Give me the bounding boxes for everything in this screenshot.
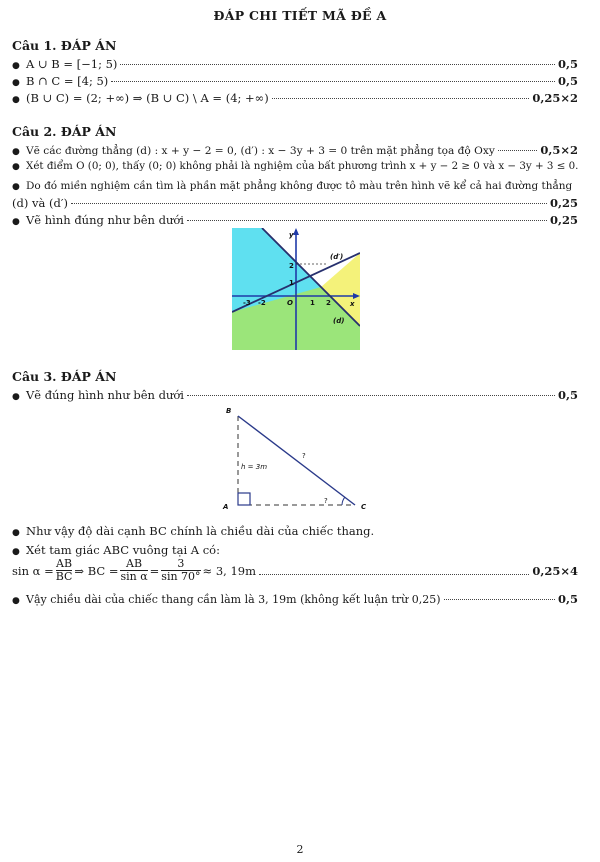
- leader-dots: [111, 81, 555, 82]
- fraction-3-sin70: [161, 558, 200, 583]
- label-C: C: [361, 503, 367, 511]
- bullet-icon: ●: [12, 596, 20, 606]
- x-tick-label: -3: [243, 299, 251, 307]
- right-angle-mark: [238, 493, 250, 505]
- cau2-item-4: [12, 213, 578, 227]
- formula-result: ≈ 3, 19m: [202, 563, 257, 578]
- x-tick-label: 1: [310, 299, 315, 307]
- cau3-item-4: [12, 592, 578, 606]
- bullet-icon: ●: [12, 528, 20, 538]
- leader-dots: [71, 203, 547, 204]
- cau2-item-4-points: 0,25: [549, 213, 578, 227]
- cau3-heading: Câu 3. ĐÁP ÁN: [12, 369, 117, 384]
- fraction-numerator: AB: [56, 557, 73, 570]
- formula-equals: =: [149, 563, 160, 578]
- x-axis-label: x: [350, 300, 355, 308]
- hyp-label: ?: [302, 452, 306, 460]
- cau1-item-3-text: (B ∪ C) = (2; +∞) ⇒ (B ∪ C) \ A = (4; +∞): [26, 91, 269, 105]
- bullet-icon: ●: [12, 78, 20, 88]
- fraction-denominator: sin 70°: [161, 570, 201, 583]
- y-axis-label: y: [289, 231, 294, 239]
- formula-lhs: sin α =: [12, 563, 54, 578]
- bullet-icon: ●: [12, 392, 20, 402]
- x-tick-label: -2: [258, 299, 266, 307]
- bullet-icon: ●: [12, 182, 20, 192]
- cau1-item-2-points: 0,5: [557, 74, 578, 88]
- leader-dots: [444, 599, 555, 600]
- cau1-heading: Câu 1. ĐÁP ÁN: [12, 38, 117, 53]
- fraction-denominator: BC: [55, 570, 73, 583]
- solution-region-graph: [232, 228, 360, 350]
- cau2-heading: Câu 2. ĐÁP ÁN: [12, 124, 117, 139]
- formula-points: 0,25×4: [532, 563, 578, 578]
- bullet-icon: ●: [12, 95, 20, 105]
- height-label: h = 3m: [241, 463, 268, 471]
- leader-dots: [120, 64, 555, 65]
- label-A: A: [223, 503, 229, 511]
- label-B: B: [226, 407, 232, 415]
- cau2-item-3-text-cont: (d) và (d′): [12, 196, 68, 210]
- bullet-icon: ●: [12, 547, 20, 557]
- cau2-item-4-text: Vẽ hình đúng như bên dưới: [26, 213, 184, 227]
- fraction-AB-BC: [56, 558, 73, 583]
- cau2-item-2: [12, 160, 578, 172]
- leader-dots: [272, 98, 530, 99]
- cau3-item-4-text: Vậy chiều dài của chiếc thang cần làm là 3, 19m (không kết luận trừ 0,25): [26, 593, 441, 606]
- cau1-item-3: [12, 91, 578, 105]
- cau2-item-1-text: Vẽ các đường thẳng (d) : x + y − 2 = 0, (d′) : x − 3y + 3 = 0 trên mặt phẳng tọa độ Oxy: [26, 145, 495, 157]
- fraction-numerator: AB: [120, 558, 147, 571]
- bullet-icon: ●: [12, 162, 20, 172]
- y-tick-label: 2: [289, 262, 294, 270]
- cau1-item-1-text: A ∪ B = [−1; 5): [26, 57, 118, 71]
- formula-implies: ⇒ BC =: [74, 563, 119, 578]
- cau2-item-2-text: Xét điểm O (0; 0), thấy (0; 0) không phải là nghiệm của bất phương trình x + y − 2 ≥ 0 và x − 3y + 3 ≤ 0.: [26, 160, 579, 172]
- ladder-line-BC: [238, 416, 355, 505]
- cau2-item-1-points: 0,5×2: [540, 143, 578, 157]
- cau3-item-2: [12, 524, 578, 538]
- cau1-item-3-points: 0,25×2: [532, 91, 578, 105]
- cau3-item-3-text: Xét tam giác ABC vuông tại A có:: [26, 543, 220, 557]
- cau2-item-3-points: 0,25: [549, 196, 578, 210]
- page-title: ĐÁP CHI TIẾT MÃ ĐỀ A: [213, 8, 387, 23]
- leader-dots: [259, 574, 529, 575]
- leader-dots: [187, 395, 555, 396]
- cau3-item-3: [12, 543, 578, 557]
- bullet-icon: ●: [12, 147, 20, 157]
- cau3-item-1: [12, 388, 578, 402]
- cau2-item-3-line1: [12, 180, 578, 192]
- leader-dots: [187, 220, 547, 221]
- page-number: 2: [296, 843, 304, 856]
- cau1-item-2-text: B ∩ C = [4; 5): [26, 74, 109, 88]
- cau2-item-3-line2: [12, 196, 578, 210]
- y-tick-label: 1: [289, 279, 294, 287]
- base-label: ?: [324, 497, 328, 505]
- bullet-icon: ●: [12, 217, 20, 227]
- origin-label: O: [287, 299, 293, 307]
- cau2-item-1: [12, 143, 578, 157]
- leader-dots: [498, 150, 538, 151]
- cau3-formula-row: [12, 558, 578, 583]
- cau3-item-1-text: Vẽ đúng hình như bên dưới: [26, 388, 184, 402]
- bullet-icon: ●: [12, 61, 20, 71]
- ladder-triangle-figure: [218, 402, 378, 514]
- y-axis-arrow-icon: [293, 228, 299, 235]
- fraction-AB-sin: [120, 558, 147, 583]
- angle-arc-C: [342, 497, 345, 505]
- cau1-item-1-points: 0,5: [557, 57, 578, 71]
- cau3-item-4-points: 0,5: [557, 592, 578, 606]
- fraction-denominator: sin α: [120, 570, 148, 583]
- line-d-prime-label: (d′): [330, 253, 344, 261]
- cau3-item-2-text: Như vậy độ dài cạnh BC chính là chiều dài của chiếc thang.: [26, 524, 375, 538]
- cau1-item-1: [12, 57, 578, 71]
- fraction-numerator: 3: [161, 558, 200, 571]
- x-tick-label: 2: [326, 299, 331, 307]
- cau1-item-2: [12, 74, 578, 88]
- line-d-label: (d): [333, 317, 345, 325]
- cau2-item-3-text: Do đó miền nghiệm cần tìm là phần mặt phẳng không được tô màu trên hình vẽ kể cả hai đường thẳng: [26, 180, 573, 192]
- cau3-item-1-points: 0,5: [557, 388, 578, 402]
